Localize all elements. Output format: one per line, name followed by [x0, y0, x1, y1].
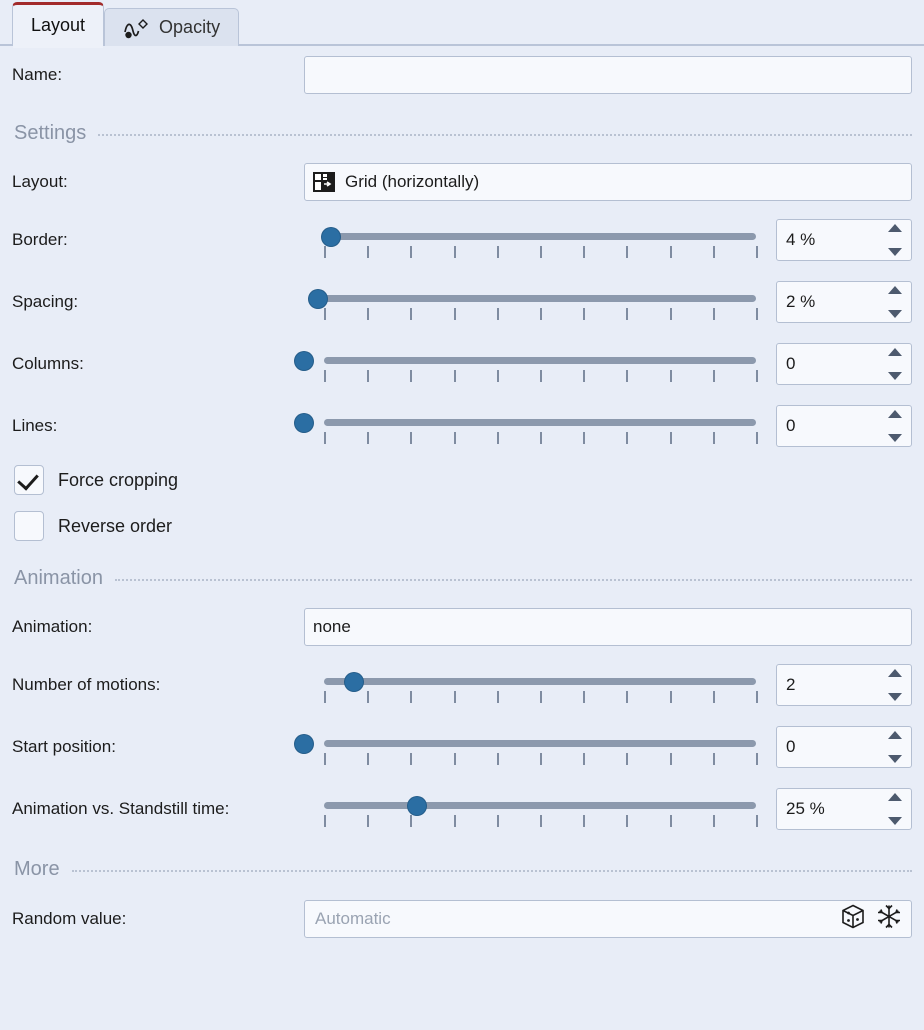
number-of-motions-slider-groove — [324, 678, 756, 685]
animation-vs-standstill-slider[interactable] — [304, 787, 756, 831]
force-cropping-label: Force cropping — [58, 469, 179, 490]
spin-up-icon[interactable] — [888, 731, 902, 739]
start-position-slider-groove — [324, 740, 756, 747]
border-spinbox-buttons[interactable] — [886, 224, 904, 256]
layout-panel — [0, 46, 924, 947]
number-of-motions-slider-ticks — [324, 691, 756, 705]
start-position-slider[interactable] — [304, 725, 756, 769]
border-slider[interactable] — [304, 218, 756, 262]
animation-combobox-value: none — [313, 617, 351, 636]
tab-opacity[interactable] — [104, 8, 239, 46]
lines-row — [12, 395, 912, 457]
border-slider-ticks — [324, 246, 756, 260]
random-value-icons — [840, 904, 902, 935]
force-cropping-row[interactable] — [12, 457, 912, 503]
spacing-row — [12, 271, 912, 333]
spin-up-icon[interactable] — [888, 669, 902, 677]
grid-layout-icon — [313, 172, 335, 192]
spacing-slider-groove — [324, 295, 756, 302]
number-of-motions-label: Number of motions: — [12, 675, 161, 694]
start-position-slider-ticks — [324, 753, 756, 767]
lines-label: Lines: — [12, 416, 58, 435]
animation-vs-standstill-slider-handle[interactable] — [408, 797, 426, 815]
layout-label: Layout: — [12, 172, 68, 191]
tab-layout-label: Layout — [31, 15, 86, 35]
opacity-wave-icon — [123, 18, 151, 40]
name-input[interactable] — [304, 56, 912, 94]
section-more — [12, 858, 912, 881]
animation-vs-standstill-row — [12, 778, 912, 840]
border-slider-groove — [324, 233, 756, 240]
number-of-motions-row — [12, 654, 912, 716]
number-of-motions-spinbox-buttons[interactable] — [886, 669, 904, 701]
section-more-title: More — [14, 858, 60, 880]
spacing-spinbox[interactable] — [776, 281, 912, 323]
border-spinbox[interactable] — [776, 219, 912, 261]
start-position-row — [12, 716, 912, 778]
reverse-order-label: Reverse order — [58, 515, 173, 536]
section-settings-divider — [98, 132, 912, 136]
section-more-divider — [72, 868, 912, 872]
lines-slider-handle[interactable] — [295, 414, 313, 432]
tab-bar — [0, 0, 924, 46]
start-position-slider-handle[interactable] — [295, 735, 313, 753]
animation-label: Animation: — [12, 617, 93, 636]
animation-vs-standstill-slider-ticks — [324, 815, 756, 829]
name-row — [12, 46, 912, 104]
lines-spinbox-buttons[interactable] — [886, 410, 904, 442]
lines-spinbox-value: 0 — [786, 416, 796, 435]
start-position-spinbox[interactable] — [776, 726, 912, 768]
columns-row — [12, 333, 912, 395]
spacing-slider[interactable] — [304, 280, 756, 324]
columns-label: Columns: — [12, 354, 84, 373]
spin-up-icon[interactable] — [888, 348, 902, 356]
random-value-input[interactable] — [304, 900, 912, 938]
columns-spinbox-value: 0 — [786, 354, 796, 373]
number-of-motions-slider-handle[interactable] — [345, 673, 363, 691]
columns-slider-handle[interactable] — [295, 352, 313, 370]
border-slider-handle[interactable] — [322, 228, 340, 246]
spacing-label: Spacing: — [12, 292, 79, 311]
animation-vs-standstill-spinbox[interactable] — [776, 788, 912, 830]
spacing-slider-ticks — [324, 308, 756, 322]
lines-slider[interactable] — [304, 404, 756, 448]
spacing-slider-handle[interactable] — [309, 290, 327, 308]
spin-down-icon[interactable] — [888, 693, 902, 701]
section-animation-title: Animation — [14, 567, 103, 589]
lines-slider-groove — [324, 419, 756, 426]
number-of-motions-spinbox-value: 2 — [786, 675, 796, 694]
number-of-motions-spinbox[interactable] — [776, 664, 912, 706]
spacing-spinbox-buttons[interactable] — [886, 286, 904, 318]
spin-up-icon[interactable] — [888, 286, 902, 294]
layout-combobox[interactable] — [304, 163, 912, 201]
random-value-row — [12, 891, 912, 947]
reverse-order-row[interactable] — [12, 503, 912, 549]
start-position-spinbox-value: 0 — [786, 737, 796, 756]
tab-opacity-label: Opacity — [159, 17, 221, 37]
spin-up-icon[interactable] — [888, 224, 902, 232]
columns-slider-groove — [324, 357, 756, 364]
animation-vs-standstill-spinbox-buttons[interactable] — [886, 793, 904, 825]
border-label: Border: — [12, 230, 68, 249]
spin-down-icon[interactable] — [888, 372, 902, 380]
animation-vs-standstill-slider-groove — [324, 802, 756, 809]
spin-down-icon[interactable] — [888, 755, 902, 763]
random-value-label: Random value: — [12, 909, 127, 928]
name-label: Name: — [12, 65, 63, 84]
border-row — [12, 209, 912, 271]
spin-up-icon[interactable] — [888, 793, 902, 801]
spin-up-icon[interactable] — [888, 410, 902, 418]
columns-slider[interactable] — [304, 342, 756, 386]
start-position-spinbox-buttons[interactable] — [886, 731, 904, 763]
columns-spinbox-buttons[interactable] — [886, 348, 904, 380]
layout-row — [12, 155, 912, 209]
animation-row — [12, 600, 912, 654]
force-cropping-checkbox[interactable] — [14, 465, 44, 495]
spacing-spinbox-value: 2 % — [786, 292, 816, 311]
start-position-label: Start position: — [12, 737, 116, 756]
dice-icon[interactable] — [840, 904, 866, 935]
lines-slider-ticks — [324, 432, 756, 446]
columns-slider-ticks — [324, 370, 756, 384]
layout-combobox-value: Grid (horizontally) — [345, 172, 480, 191]
section-settings-title: Settings — [14, 122, 87, 144]
tab-layout[interactable] — [12, 2, 104, 46]
spin-down-icon[interactable] — [888, 310, 902, 318]
snowflake-icon[interactable] — [876, 904, 902, 935]
animation-combobox[interactable] — [304, 608, 912, 646]
section-animation — [12, 567, 912, 590]
border-spinbox-value: 4 % — [786, 230, 816, 249]
spin-down-icon[interactable] — [888, 817, 902, 825]
lines-spinbox[interactable] — [776, 405, 912, 447]
reverse-order-checkbox[interactable] — [14, 511, 44, 541]
section-settings — [12, 122, 912, 145]
animation-vs-standstill-label: Animation vs. Standstill time: — [12, 799, 230, 818]
animation-vs-standstill-spinbox-value: 25 % — [786, 799, 825, 818]
columns-spinbox[interactable] — [776, 343, 912, 385]
section-animation-divider — [115, 577, 912, 581]
spin-down-icon[interactable] — [888, 434, 902, 442]
number-of-motions-slider[interactable] — [304, 663, 756, 707]
spin-down-icon[interactable] — [888, 248, 902, 256]
